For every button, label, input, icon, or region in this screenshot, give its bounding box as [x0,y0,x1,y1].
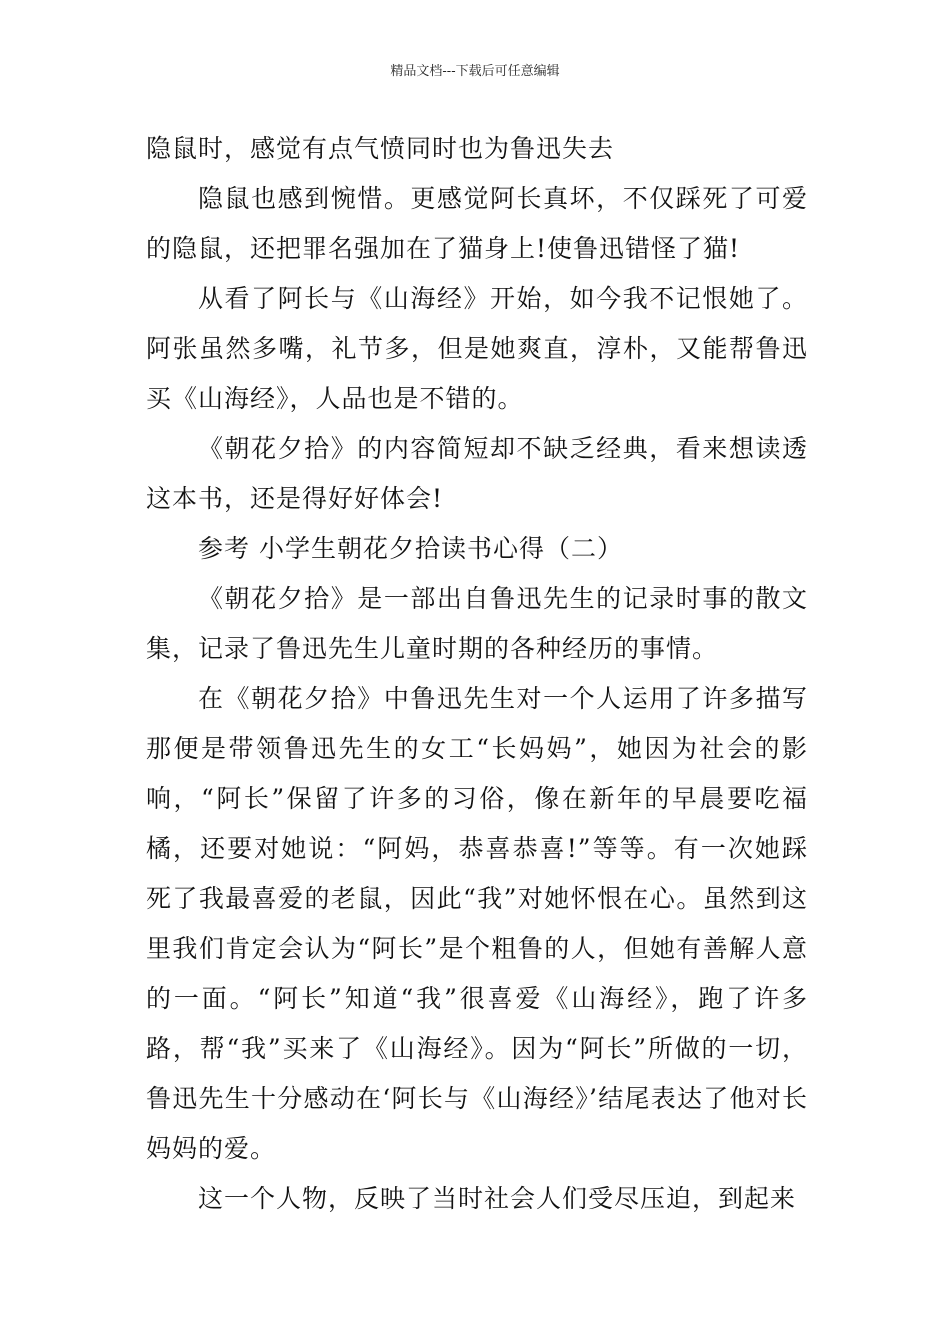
paragraph-continued: 隐鼠时，感觉有点气愤同时也为鲁迅失去 [146,134,615,163]
paragraph: 《朝花夕拾》是一部出自鲁迅先生的记录时事的散文集，记录了鲁迅先生儿童时期的各种经历的事情。 [146,584,808,663]
paragraph: 《朝花夕拾》的内容简短却不缺乏经典，看来想读透这本书，还是得好好体会! [146,434,808,513]
paragraph: 隐鼠也感到惋惜。更感觉阿长真坏，不仅踩死了可爱的隐鼠，还把罪名强加在了猫身上!使鲁迅错怪了猫! [146,184,808,263]
page-header: 精品文档---下载后可任意编辑 [390,64,560,79]
section-heading: 参考 小学生朝花夕拾读书心得（二） [198,534,623,563]
document-body [146,124,808,1224]
paragraph: 从看了阿长与《山海经》开始，如今我不记恨她了。阿张虽然多嘴，礼节多，但是她爽直，淳朴，又能帮鲁迅买《山海经》，人品也是不错的。 [146,284,808,413]
paragraph: 这一个人物，反映了当时社会人们受尽压迫，到起来 [198,1184,797,1213]
paragraph: 在《朝花夕拾》中鲁迅先生对一个人运用了许多描写那便是带领鲁迅先生的女工“长妈妈”，她因为社会的影响，“阿长”保留了许多的习俗，像在新年的早晨要吃福橘，还要对她说：“阿妈，恭喜恭喜!”等等。有一次她踩死了我最喜爱的老鼠，因此“我”对她怀恨在心。虽然到这里我们肯定会认为“阿长”是个粗鲁的人，但她有善解人意的一面。“阿长”知道“我”很喜爱《山海经》，跑了许多路，帮“我”买来了《山海经》。因为“阿长”所做的一切，鲁迅先生十分感动在‘阿长与《山海经》’结尾表达了他对长妈妈的爱。 [146,684,808,1163]
